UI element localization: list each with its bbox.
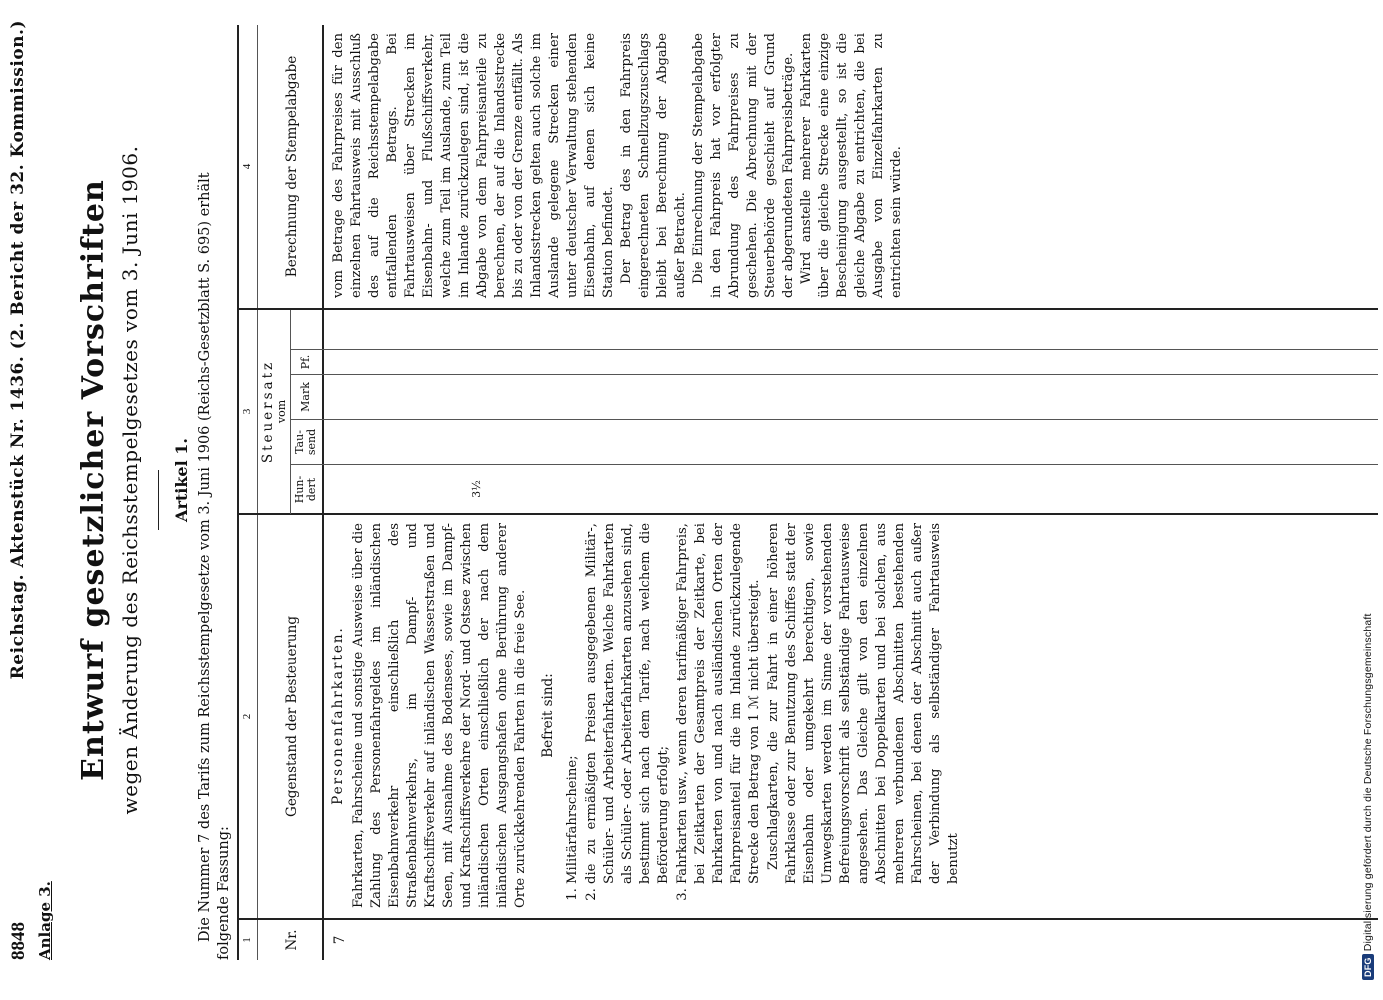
running-title: Reichstag. Aktenstück Nr. 1436. (2. Bericht der 32. Kommission.) (8, 20, 28, 680)
document-title: Entwurf gesetzlicher Vorschriften (76, 179, 111, 781)
header-bottom-rule (322, 25, 324, 960)
section-heading: Personenfahrkarten. (330, 626, 346, 805)
exemption-item: 3. Fahrkarten usw., wenn deren tarifmäßiger Fahrpreis, bei Zeitkarten der Gesamtpreis der Zeitkarte, bei Fahrkarten von und nach ausländischen Orten der Fahrpreisanteil für die im Inlande zurückzulegende Strecke den Betrag von 1 ℳ nicht übersteigt. (674, 523, 764, 884)
dfg-logo: DFG (1362, 954, 1374, 980)
col3-subcol-mark: Mark (299, 382, 312, 412)
exempt-heading: Befreit sind: (540, 673, 556, 758)
col3-subcol-pf: Pf. (299, 354, 312, 370)
col4-paragraph: Der Betrag des in den Fahrpreis eingerechneten Schnellzugszuschlags bleibt bei Berechnung der Abgabe außer Betracht. (619, 33, 688, 298)
tax-rate-hundert: 3½ (470, 480, 483, 498)
col3-subcol-hundert: Hun-dert (293, 475, 318, 504)
exemption-item: 1. Militärfahrscheine; (564, 523, 582, 884)
col4-paragraph: Wird anstelle mehrerer Fahrkarten über die gleiche Strecke eine einzige Bescheinigung ausgestellt, so ist die gleiche Abgabe zu entrichten, die bei Ausgabe von Einzelfahrkarten zu entrichten sein würde. (799, 33, 904, 298)
col2-header: Gegenstand der Besteuerung (284, 616, 300, 817)
col3-sub-rule (290, 310, 291, 514)
col1-header: Nr. (284, 929, 300, 951)
column-number-4: 4 (241, 163, 253, 170)
col3-subheader: vom (275, 399, 288, 424)
col3-subcol-tausend: Tau-send (293, 428, 318, 456)
artikel-heading: Artikel 1. (172, 438, 191, 522)
col4-content (330, 33, 906, 298)
funding-note (1362, 20, 1374, 980)
intro-line-2: folgende Fassung: (216, 826, 232, 960)
col3-header: Steuersatz (260, 359, 276, 464)
anlage-label: Anlage 3. (36, 881, 54, 960)
taxed-object-text: Fahrkarten, Fahrscheine und sonstige Ausweise über die Zahlung des Personenfahrgeldes im inländischen Eisenbahnverkehr einschließlich des Straßenbahnverkehrs, im Dampf- und Kraftschiffsverkehr auf inländischen Wasserstraßen und Seen, mit Ausnahme des Bodensees, sowie im Dampf- und Kraftschiffsverkehre der Nord- und Ostsee zwischen inländischen Orten einschließlich der nach dem inländischen Ausgangshafen ohne Berührung anderer Orte zurückkehrenden Fahrten in die freie See. (351, 523, 528, 908)
exemption-list (564, 523, 764, 908)
funding-note-text: Digitalisierung gefördert durch die Deutsche Forschungsgemeinschaft (1362, 613, 1374, 952)
col4-header: Berechnung der Stempelabgabe (284, 55, 300, 278)
col-separator-1 (238, 918, 1378, 920)
row-number: 7 (332, 935, 348, 945)
column-number-2: 2 (241, 713, 253, 720)
title-divider (158, 470, 159, 530)
col3-sub-sep-1 (291, 464, 1378, 465)
col3-sub-sep-4 (291, 349, 1378, 350)
exemption-continuation: Zuschlagkarten, die zur Fahrt in einer höheren Fahrklasse oder zur Benutzung des Schiffes statt der Eisenbahn oder umgekehrt berechtigen, sowie Umwegskarten werden im Sinne der vorstehenden Befreiungsvorschrift als selbständige Fahrtausweise angesehen. Das Gleiche gilt von den einzelnen Abschnitten bei Doppelkarten und bei solchen, aus mehreren verbundenen Abschnitten bestehenden Fahrscheinen, bei denen der Abschnitt auch außer der Verbindung als selbständiger Fahrtausweis benutzt (766, 523, 961, 884)
page-number: 8848 (8, 922, 29, 960)
col-separator-2 (238, 513, 1378, 515)
exemption-item: 2. die zu ermäßigten Preisen ausgegebenen Militär-, Schüler- und Arbeiterfahrkarten. Welche Fahrkarten als Schüler- oder Arbeiterfahrkarten anzusehen sind, bestimmt sich nach dem Tarife, nach welchem die Beförderung erfolgt; (583, 523, 673, 884)
col2-content (330, 523, 963, 908)
column-number-1: 1 (241, 937, 253, 943)
intro-line-1: Die Nummer 7 des Tarifs zum Reichsstempelgesetze vom 3. Juni 1906 (Reichs-Gesetzblatt S. 695) erhält (197, 172, 213, 942)
column-number-rule (257, 25, 258, 960)
col4-paragraph: Die Einrechnung der Stempelabgabe in den Fahrpreis hat vor erfolgter Abrundung des Fahrpreises zu geschehen. Die Abrechnung mit der Steuerbehörde geschieht auf Grund der abgerundeten Fahrpreisbeträge. (691, 33, 796, 298)
document-subtitle: wegen Änderung des Reichsstempelgesetzes vom 3. Juni 1906. (118, 145, 142, 815)
table-top-rule (237, 25, 239, 960)
col-separator-3 (238, 308, 1378, 310)
col3-sub-sep-2 (291, 419, 1378, 420)
col4-paragraph: vom Betrage des Fahrpreises für den einzelnen Fahrtausweis mit Ausschluß des auf die Reichsstempelabgabe entfallenden Betrags. Bei Fahrtausweisen über Strecken im Eisenbahn- und Flußschiffsverkehr, welche zum Teil im Auslande, zum Teil im Inlande zurückzulegen sind, ist die Abgabe von dem Fahrpreisanteile zu berechnen, der auf die Inlandsstrecke bis zu oder von der Grenze entfällt. Als Inlandsstrecken gelten auch solche im Auslande gelegene Strecken einer unter deutscher Verwaltung stehenden Eisenbahn, auf denen sich keine Station befindet. (331, 33, 616, 298)
col3-sub-sep-3 (291, 374, 1378, 375)
column-number-3: 3 (241, 408, 253, 415)
